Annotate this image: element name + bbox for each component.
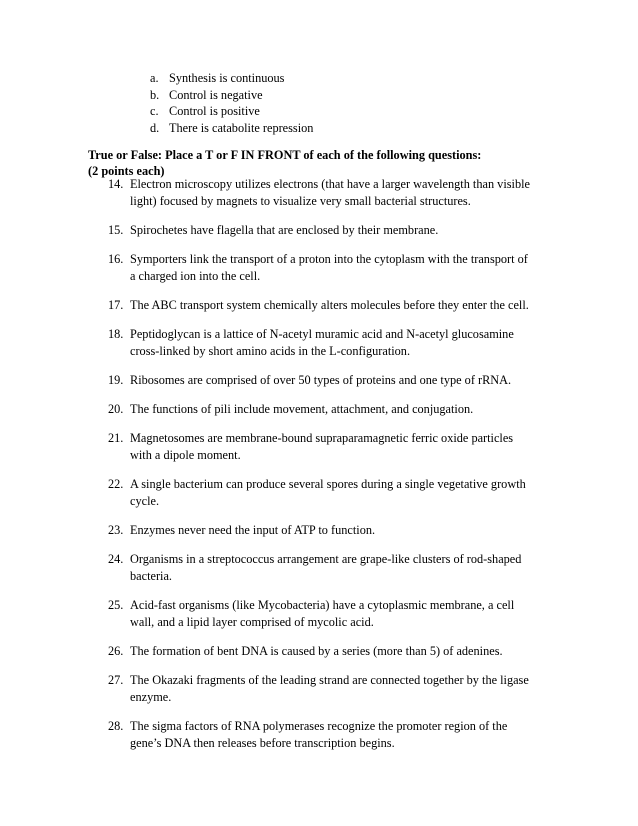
question-number: 16. [108, 252, 124, 266]
question-text-line-2: light) focused by magnets to visualize very small bacterial structures. [130, 194, 471, 208]
option-text: Synthesis is continuous [169, 71, 285, 85]
question-19 [108, 372, 558, 389]
previous-question-options [150, 70, 313, 136]
question-text-line-2: gene’s DNA then releases before transcription begins. [130, 736, 395, 750]
option-letter: d. [150, 120, 160, 135]
question-number: 25. [108, 598, 124, 612]
option-d [150, 120, 313, 137]
option-text: There is catabolite repression [169, 120, 314, 135]
question-24 [108, 551, 558, 585]
question-text-line-2: enzyme. [130, 690, 172, 704]
question-text-line-1: Electron microscopy utilizes electrons (that have a larger wavelength than visible [130, 177, 530, 191]
question-text-line-2: wall, and a lipid layer comprised of mycolic acid. [130, 615, 374, 629]
question-number: 18. [108, 327, 124, 341]
question-text-line-2: cross-linked by short amino acids in the L-configuration. [130, 344, 411, 358]
question-text-line-1: The ABC transport system chemically alters molecules before they enter the cell. [130, 298, 529, 312]
question-text-line-2: cycle. [130, 494, 160, 508]
question-25 [108, 597, 558, 631]
question-number: 23. [108, 523, 124, 537]
question-26 [108, 643, 558, 660]
question-23 [108, 522, 558, 539]
question-20 [108, 401, 558, 418]
question-text-line-2: a charged ion into the cell. [130, 269, 261, 283]
question-text-line-1: The formation of bent DNA is caused by a series (more than 5) of adenines. [130, 644, 503, 658]
question-number: 22. [108, 477, 124, 491]
question-number: 27. [108, 673, 124, 687]
question-number: 26. [108, 644, 124, 658]
option-b [150, 87, 313, 104]
section-heading-line-1: True or False: Place a T or F IN FRONT of each of the following questions: [88, 148, 482, 162]
option-letter: c. [150, 104, 159, 118]
true-false-question-list [108, 176, 558, 764]
question-15 [108, 222, 558, 239]
question-text-line-1: Symporters link the transport of a proton into the cytoplasm with the transport of [130, 252, 528, 266]
option-letter: a. [150, 71, 159, 85]
question-21 [108, 430, 558, 464]
question-text-line-1: Magnetosomes are membrane-bound supraparamagnetic ferric oxide particles [130, 431, 514, 445]
question-22 [108, 476, 558, 510]
question-text-line-1: Spirochetes have flagella that are enclosed by their membrane. [130, 223, 439, 237]
question-28 [108, 718, 558, 752]
question-16 [108, 251, 558, 285]
section-heading [88, 147, 481, 179]
question-27 [108, 672, 558, 706]
option-c [150, 103, 313, 120]
question-number: 19. [108, 373, 124, 387]
option-text: Control is positive [169, 104, 260, 118]
section-heading-line-2: (2 points each) [88, 164, 165, 178]
question-text-line-1: The functions of pili include movement, attachment, and conjugation. [130, 402, 474, 416]
question-text-line-1: The sigma factors of RNA polymerases recognize the promoter region of the [130, 719, 508, 733]
question-text-line-1: Peptidoglycan is a lattice of N-acetyl muramic acid and N-acetyl glucosamine [130, 327, 514, 341]
question-text-line-1: The Okazaki fragments of the leading strand are connected together by the ligase [130, 673, 529, 687]
question-number: 24. [108, 552, 124, 566]
question-text-line-1: Organisms in a streptococcus arrangement are grape-like clusters of rod-shaped [130, 552, 522, 566]
question-number: 28. [108, 719, 124, 733]
question-14 [108, 176, 558, 210]
question-number: 15. [108, 223, 124, 237]
option-text: Control is negative [169, 87, 263, 102]
question-text-line-2: with a dipole moment. [130, 448, 241, 462]
question-number: 21. [108, 431, 124, 445]
question-text-line-1: Enzymes never need the input of ATP to function. [130, 523, 376, 537]
question-18 [108, 326, 558, 360]
option-a [150, 70, 313, 87]
question-number: 14. [108, 177, 124, 191]
question-text-line-1: Acid-fast organisms (like Mycobacteria) have a cytoplasmic membrane, a cell [130, 598, 515, 612]
question-text-line-2: bacteria. [130, 569, 172, 583]
question-text-line-1: Ribosomes are comprised of over 50 types of proteins and one type of rRNA. [130, 373, 512, 387]
question-number: 17. [108, 298, 124, 312]
question-17 [108, 297, 558, 314]
question-text-line-1: A single bacterium can produce several spores during a single vegetative growth [130, 477, 526, 491]
question-number: 20. [108, 402, 124, 416]
option-letter: b. [150, 87, 160, 102]
